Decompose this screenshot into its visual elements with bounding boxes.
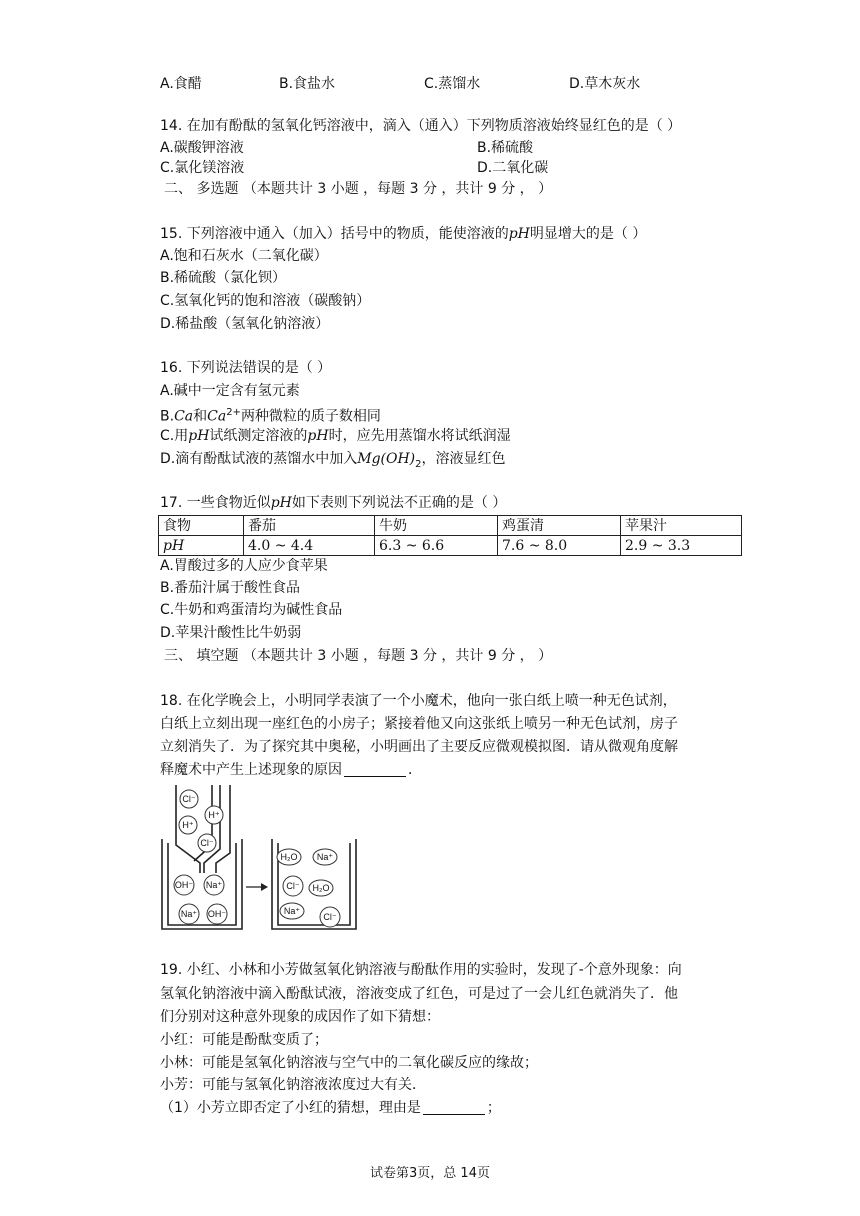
q16-b-mid: 和 [193, 408, 208, 425]
q18-line-2: 白纸上立刻出现一座红色的小房子；紧接着他又向这张纸上喷另一种无色试剂，房子 [160, 716, 678, 732]
q19-line-7 [160, 1098, 501, 1118]
q16-b-end: 两种微粒的质子数相同 [240, 408, 381, 425]
q15-option-b: B.稀硫酸（氯化钡） [160, 270, 287, 286]
q17-option-c: C.牛奶和鸡蛋清均为碱性食品 [160, 602, 343, 618]
q17-option-a: A.胃酸过多的人应少食苹果 [160, 558, 328, 574]
table-cell: 食物 [159, 516, 244, 536]
q19-line-4: 小红：可能是酚酞变质了； [160, 1032, 328, 1048]
q16-d-prefix: D.滴有酚酞试液的蒸馏水中加入 [160, 451, 358, 467]
ion-label: Cl⁻ [286, 881, 300, 891]
q16-b-charge: 2+ [226, 407, 241, 418]
q15-stem-end: 明显增大的是（ ） [529, 226, 647, 242]
q16-d-formula: Mg(OH) [357, 451, 416, 467]
ion-label: Cl⁻ [200, 838, 214, 848]
ion-label: OH⁻ [207, 909, 227, 919]
q16-stem: 16. 下列说法错误的是（ ） [160, 360, 332, 376]
q19-line-6: 小芳：可能与氢氧化钠溶液浓度过大有关． [160, 1077, 426, 1093]
q13-option-b: B.食盐水 [279, 76, 336, 92]
q14-option-b: B.稀硫酸 [477, 140, 534, 156]
q16-c-prefix: C.用 [160, 428, 189, 444]
q13-option-a: A.食醋 [160, 76, 202, 92]
q15-option-d: D.稀盐酸（氢氧化钠溶液） [160, 316, 330, 332]
q19-line-2: 氢氧化钠溶液中滴入酚酞试液，溶液变成了红色，可是过了一会儿红色就消失了．他 [160, 986, 678, 1002]
q13-option-d: D.草木灰水 [569, 76, 641, 92]
q16-option-c [160, 426, 511, 446]
q13-option-c: C.蒸馏水 [424, 76, 481, 92]
answer-blank [344, 762, 406, 777]
molecule-label: H₂O [312, 883, 330, 893]
q15-ph: pH [508, 226, 530, 242]
q15-option-a: A.饱和石灰水（二氧化碳） [160, 248, 328, 264]
q16-c-end: 时，应先用蒸馏水将试纸润湿 [328, 428, 511, 444]
reaction-diagram [156, 783, 366, 935]
q19-line-5: 小林：可能是氢氧化钠溶液与空气中的二氧化碳反应的缘故； [160, 1055, 538, 1071]
ion-label: Na⁺ [180, 909, 198, 919]
ion-label: Na⁺ [316, 852, 334, 862]
table-cell: 2.9 ~ 3.3 [621, 536, 742, 556]
q19-line-1: 19. 小红、小林和小芳做氢氧化钠溶液与酚酞作用的实验时，发现了-个意外现象：向 [160, 962, 682, 978]
q16-option-d [160, 449, 506, 475]
q16-b-ca: Ca [174, 408, 194, 425]
q17-option-d: D.苹果汁酸性比牛奶弱 [160, 625, 302, 641]
table-cell: 7.6 ~ 8.0 [498, 536, 621, 556]
q14-stem: 14. 在加有酚酞的氢氧化钙溶液中，滴入（通入）下列物质溶液始终显红色的是（ ） [160, 118, 682, 134]
q16-option-b [160, 403, 381, 427]
q17-stem-text: 17. 一些食物近似 [160, 495, 271, 511]
ion-label: OH⁻ [174, 880, 194, 890]
q17-stem-end: 如下表则下列说法不正确的是（ ） [291, 495, 507, 511]
q16-c-ph: pH [188, 428, 210, 444]
q15-stem-text: 15. 下列溶液中通入（加入）括号中的物质，能使溶液的 [160, 226, 509, 242]
q15-option-c: C.氢氧化钙的饱和溶液（碳酸钠） [160, 293, 371, 309]
q18-line-4-text: 释魔术中产生上述现象的原因 [160, 762, 342, 778]
q17-ph: pH [270, 495, 292, 511]
q16-b-prefix: B. [160, 408, 175, 425]
q19-line-3: 们分别对这种意外现象的成因作了如下猜想： [160, 1009, 440, 1025]
ion-label: Na⁺ [205, 880, 223, 890]
section-2-heading: 二、 多选题 （本题共计 3 小题 ，每题 3 分 ，共计 9 分 ， ） [164, 181, 553, 197]
table-cell: 6.3 ~ 6.6 [375, 536, 498, 556]
table-cell: 苹果汁 [621, 516, 742, 536]
q17-option-b: B.番茄汁属于酸性食品 [160, 580, 301, 596]
table-cell: 鸡蛋清 [498, 516, 621, 536]
q18-line-1: 18. 在化学晚会上，小明同学表演了一个小魔术，他向一张白纸上喷一种无色试剂， [160, 693, 677, 709]
table-cell: 番茄 [244, 516, 375, 536]
q16-option-a: A.碱中一定含有氢元素 [160, 383, 300, 399]
q16-c-ph2: pH [307, 428, 329, 444]
answer-blank [423, 1100, 485, 1115]
q14-option-c: C.氯化镁溶液 [160, 160, 245, 176]
q17-stem [160, 493, 506, 513]
ph-table [158, 515, 742, 556]
q16-d-subscript: 2 [415, 458, 422, 470]
q16-b-ca-ion: Ca [207, 408, 227, 425]
ion-label: H⁺ [208, 810, 220, 820]
q18-line-4 [160, 760, 422, 780]
table-cell: 4.0 ~ 4.4 [244, 536, 375, 556]
q19-line-7-end: ； [486, 1100, 501, 1116]
q14-option-d: D.二氧化碳 [477, 160, 549, 176]
table-header-row [159, 516, 742, 536]
q18-line-4-end: ． [408, 762, 422, 778]
page-footer: 试卷第3页，总 14页 [370, 1166, 490, 1181]
q19-line-7-text: （1）小芳立即否定了小红的猜想，理由是 [160, 1100, 421, 1116]
table-cell: pH [159, 536, 244, 556]
q16-c-mid: 试纸测定溶液的 [209, 428, 308, 444]
table-cell: 牛奶 [375, 516, 498, 536]
q14-option-a: A.碳酸钾溶液 [160, 140, 244, 156]
molecule-label: H₂O [280, 852, 298, 862]
q16-d-end: ，溶液显红色 [421, 451, 506, 467]
ion-label: Cl⁻ [323, 912, 337, 922]
q15-stem [160, 224, 646, 244]
q18-line-3: 立刻消失了．为了探究其中奥秘，小明画出了主要反应微观模拟图．请从微观角度解 [160, 739, 678, 755]
table-row [159, 536, 742, 556]
section-3-heading: 三、 填空题 （本题共计 3 小题 ，每题 3 分 ，共计 9 分 ， ） [164, 648, 553, 664]
ion-label: Cl⁻ [182, 794, 196, 804]
ion-label: Na⁺ [283, 906, 301, 916]
ion-label: H⁺ [182, 820, 194, 830]
